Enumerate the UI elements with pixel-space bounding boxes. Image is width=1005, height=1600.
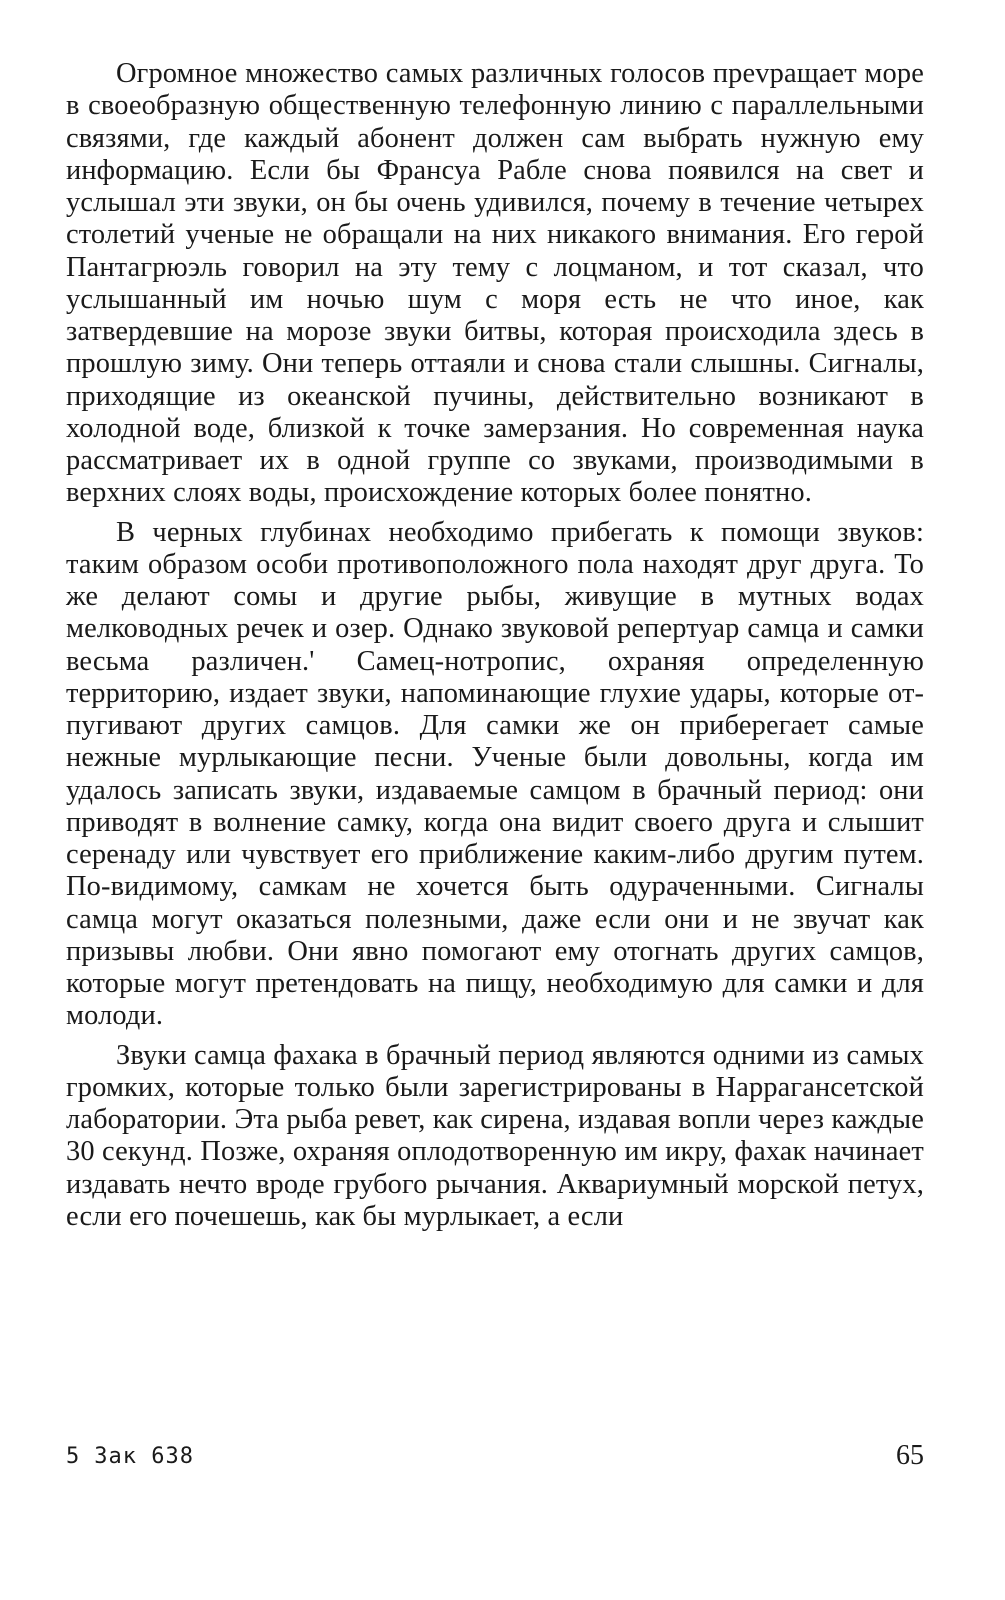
paragraph-2: В черных глубинах необходимо прибегать к помощи звуков: таким образом особи противоположного пола находят друг друга. То же делают сомы и другие рыбы, живущие в мутных водах мелководных речек и озер. Однако звуковой репертуар самца и самки весьма различен.' Самец-нотропис, охраняя определенную территорию, издает звуки, напоминающие глухие удары, которые отпугивают других самцов. Для самки же он приберегает самые нежные мурлыкающие песни. Ученые были довольны, когда им удалось записать звуки, издаваемые самцом в брачный период: они приводят в волнение самку, когда она видит своего друга и слышит серенаду или чувствует его приближение каким-либо другим путем. По-видимому, самкам не хочется быть одураченными. Сигналы самца могут оказаться полезными, даже если они и не звучат как призывы любви. Они явно помогают ему отогнать других самцов, которые могут претендовать на пищу, необходимую для самки и для молоди.: [66, 516, 924, 1032]
page-footer: [66, 1440, 924, 1480]
paragraph-3: Звуки самца фахака в брачный период являются одними из самых громких, которые только были зарегистрированы в Наррагансетской лаборатории. Эта рыба ревет, как сирена, издавая вопли через каждые 30 секунд. Позже, охраняя оплодотворенную им икру, фахак начинает издавать нечто вроде грубого рычания. Аквариумный морской петух, если его почешешь, как бы мурлыкает, а если: [66, 1039, 924, 1232]
page-body: [66, 58, 924, 1233]
signature-text: Зак 638: [94, 1444, 194, 1469]
page-number: 65: [896, 1440, 924, 1471]
paragraph-1: Огромное множество самых различных голосов преvращает море в своеобразную общественную телефонную линию с параллельными связями, где каждый абонент должен сам выбрать нужную ему информацию. Если бы Франсуа Рабле снова появился на свет и услышал эти звуки, он бы очень удивился, почему в течение четырех столетий ученые не обращали на них никакого внимания. Его герой Пантагрюэль говорил на эту тему с лоцманом, и тот сказал, что услышанный им ночью шум с моря есть не что иное, как затвердевшие на морозе звуки битвы, которая происходила здесь в прошлую зиму. Они теперь оттаяли и снова стали слышны. Сигналы, приходящие из океанской пучины, действительно возникают в холодной воде, близкой к точке замерзания. Но современная наука рассматривает их в одной группе со звуками, производимыми в верхних слоях воды, происхождение которых более понятно.: [66, 58, 924, 509]
signature-number: 5: [66, 1444, 81, 1469]
printer-signature: [66, 1444, 194, 1469]
